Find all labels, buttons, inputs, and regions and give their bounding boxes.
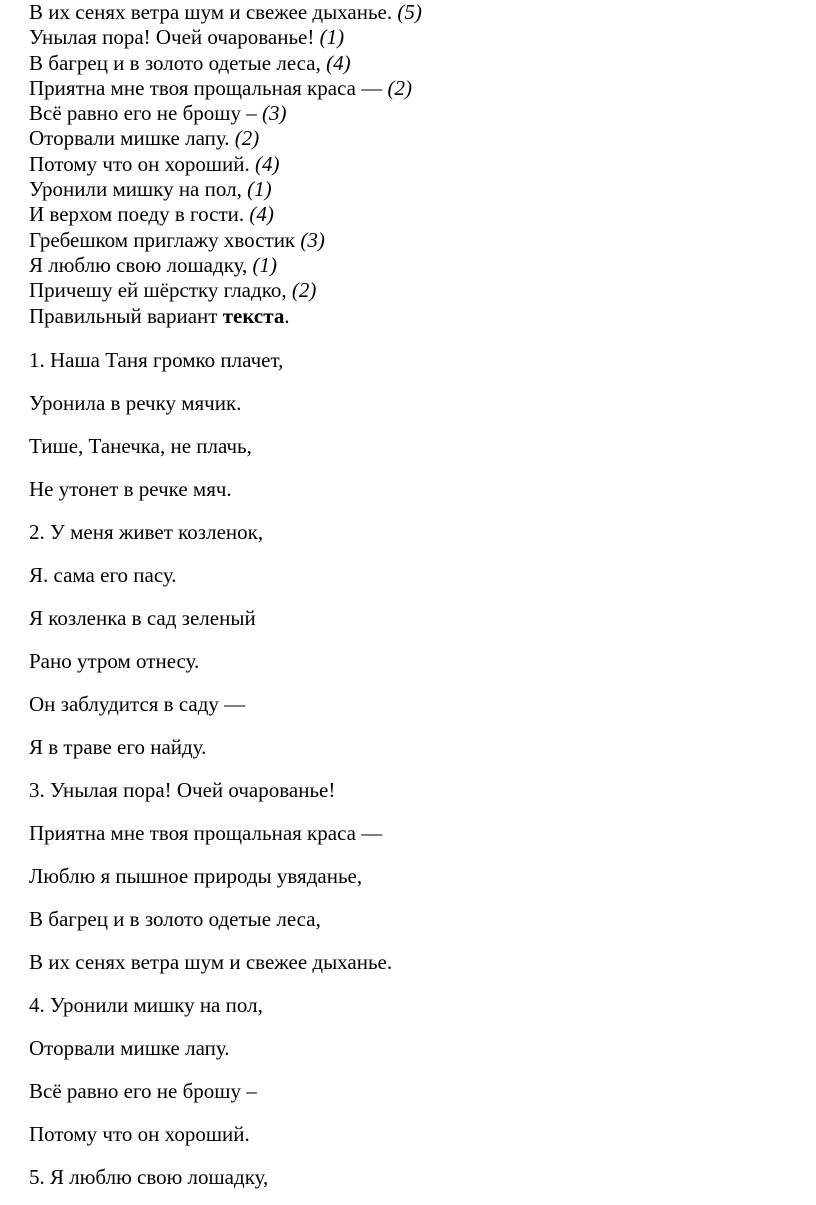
- numbered-lines-block: [29, 0, 799, 329]
- poem-line: В багрец и в золото одетые леса,: [29, 907, 321, 931]
- line-text: Унылая пора! Очей очарованье!: [29, 25, 320, 50]
- poem-line: Потому что он хороший.: [29, 1122, 250, 1146]
- line-text: В их сенях ветра шум и свежее дыханье.: [29, 0, 398, 24]
- numbered-line: [29, 76, 799, 101]
- numbered-line: [29, 152, 799, 177]
- line-text: И верхом поеду в гости.: [29, 202, 250, 227]
- poem-line: Я в траве его найду.: [29, 735, 207, 759]
- poem-line: 5. Я люблю свою лошадку,: [29, 1165, 269, 1189]
- numbered-line: [29, 101, 799, 126]
- line-text: Приятна мне твоя прощальная краса —: [29, 75, 388, 100]
- poem-line: 1. Наша Таня громко плачет,: [29, 348, 284, 372]
- poem-line: Тише, Танечка, не плачь,: [29, 434, 252, 458]
- line-number: (3): [300, 227, 325, 252]
- line-text: Оторвали мишке лапу.: [29, 126, 235, 151]
- poem-line: 2. У меня живет козленок,: [29, 520, 264, 544]
- line-text: Потому что он хороший.: [29, 151, 255, 176]
- numbered-line: [29, 25, 799, 50]
- poem-line: Рано утром отнесу.: [29, 649, 200, 673]
- poem-line: Всё равно его не брошу –: [29, 1079, 257, 1103]
- document-page: [29, 0, 799, 1189]
- poem-line: Люблю я пышное природы увяданье,: [29, 864, 363, 888]
- poem-block: [29, 345, 799, 1205]
- numbered-line: [29, 278, 799, 303]
- poem-line: Приятна мне твоя прощальная краса —: [29, 821, 383, 845]
- correct-variant-prefix: Правильный вариант: [29, 303, 223, 328]
- line-number: (1): [319, 25, 345, 50]
- correct-variant-suffix: .: [284, 303, 290, 328]
- line-number: (5): [397, 0, 422, 24]
- line-number: (2): [234, 126, 260, 151]
- poem-line: В их сенях ветра шум и свежее дыханье.: [29, 950, 393, 974]
- poem-line: Я. сама его пасу.: [29, 563, 177, 587]
- line-text: Я люблю свою лошадку,: [29, 252, 253, 277]
- line-number: (4): [326, 50, 351, 75]
- line-number: (2): [291, 278, 317, 303]
- line-number: (1): [252, 252, 277, 277]
- poem-line: 3. Унылая пора! Очей очарованье!: [29, 778, 336, 802]
- line-text: Всё равно его не брошу –: [29, 101, 262, 126]
- numbered-line: [29, 51, 799, 76]
- poem-line: Я козленка в сад зеленый: [29, 606, 256, 630]
- line-number: (2): [387, 75, 412, 100]
- numbered-line: [29, 202, 799, 227]
- line-text: Гребешком приглажу хвостик: [29, 227, 301, 252]
- poem-line: Он заблудится в саду —: [29, 692, 246, 716]
- poem-line: Не утонет в речке мяч.: [29, 477, 232, 501]
- line-text: Причешу ей шёрстку гладко,: [29, 278, 292, 303]
- correct-variant-line: [29, 304, 799, 329]
- correct-variant-bold: текста: [222, 303, 285, 328]
- line-text: Уронили мишку на пол,: [29, 177, 248, 202]
- numbered-line: [29, 0, 799, 25]
- numbered-line: [29, 177, 799, 202]
- poem-line: 4. Уронили мишку на пол,: [29, 993, 263, 1017]
- line-number: (3): [261, 101, 287, 126]
- poem-line: Оторвали мишке лапу.: [29, 1036, 230, 1060]
- line-number: (4): [254, 151, 280, 176]
- numbered-line: [29, 126, 799, 151]
- line-number: (4): [249, 202, 274, 227]
- line-text: В багрец и в золото одетые леса,: [29, 50, 327, 75]
- numbered-line: [29, 253, 799, 278]
- poem-line: Уронила в речку мячик.: [29, 391, 242, 415]
- line-number: (1): [247, 177, 272, 202]
- numbered-line: [29, 228, 799, 253]
